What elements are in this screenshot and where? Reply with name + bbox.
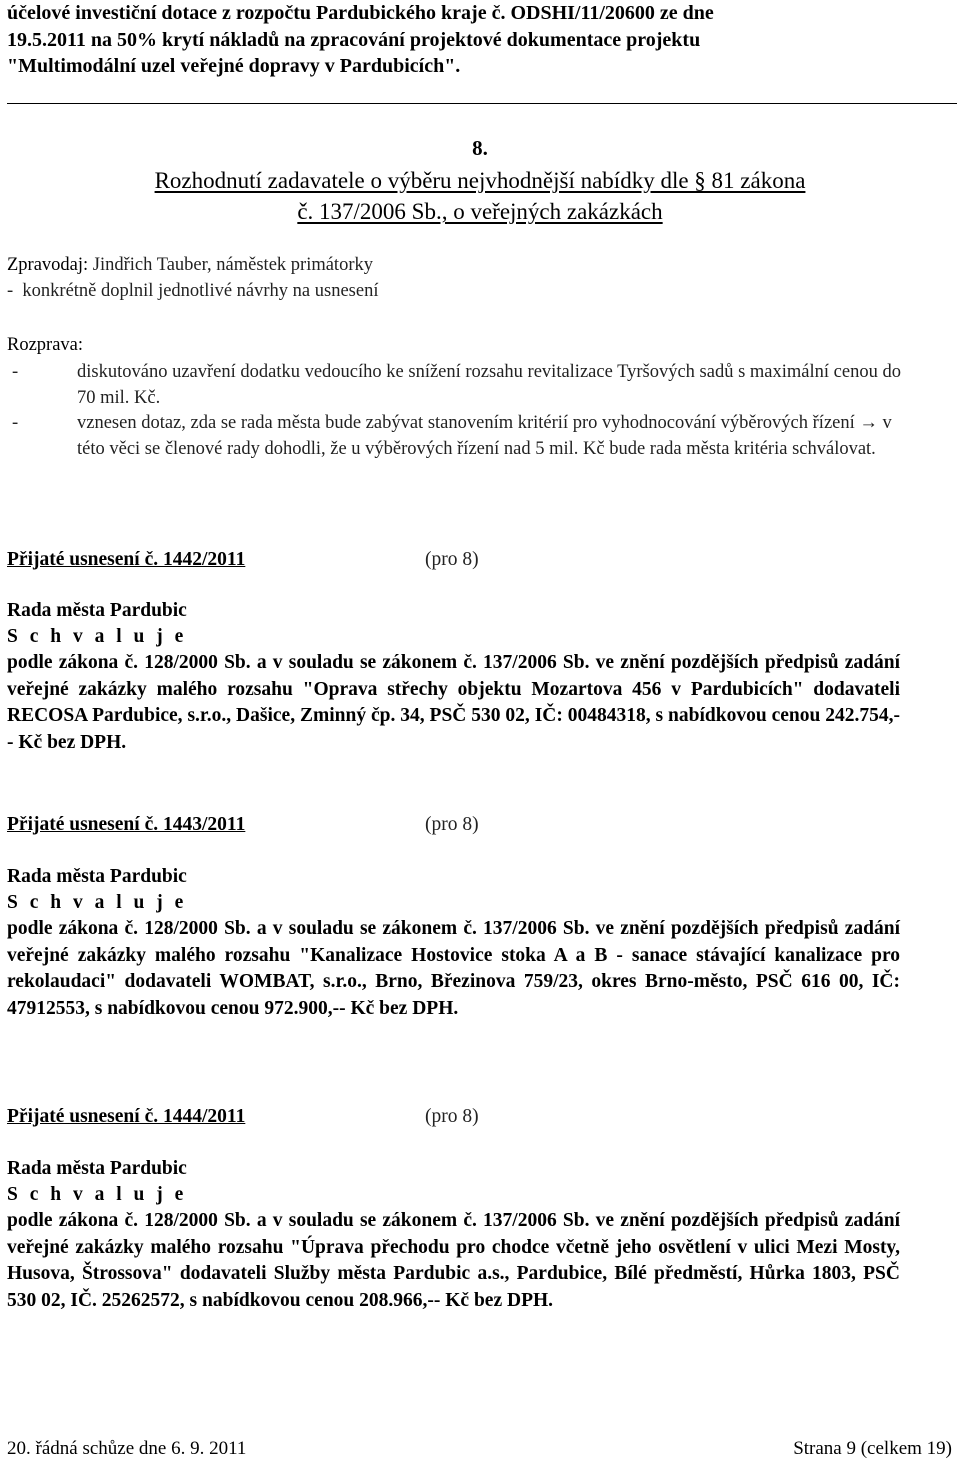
discussion-list: [7, 360, 907, 462]
resolution-verb: S c h v a l u j e: [7, 626, 187, 647]
item-title-line: Rozhodnutí zadavatele o výběru nejvhodnější nabídky dle § 81 zákona: [154, 168, 806, 193]
rapporteur-value: Jindřich Tauber, náměstek primátorky: [88, 255, 373, 275]
intro-line: "Multimodální uzel veřejné dopravy v Pardubicích".: [7, 55, 461, 77]
rapporteur-block: [7, 253, 907, 304]
resolution-verb: S c h v a l u j e: [7, 892, 187, 913]
bullet-dash: -: [12, 362, 19, 382]
resolution-heading: [7, 547, 479, 573]
council-name: Rada města Pardubic: [7, 1158, 187, 1179]
footer-page-number: Strana 9 (celkem 19): [793, 1438, 952, 1459]
resolution-heading: [7, 812, 479, 838]
resolution-text: podle zákona č. 128/2000 Sb. a v souladu se zákonem č. 137/2006 Sb. ve znění pozdějších předpisů zadání veřejné zakázky malého rozsahu "Kanalizace Hostovice stoka A a B - sanace stávající kanalizace pro rekolaudaci" dodavateli WOMBAT, s.r.o., Brno, Březinova 759/23, okres Brno-město, PSČ 616 00, IČ: 47912553, s nabídkovou cenou 972.900,-- Kč bez DPH.: [7, 918, 900, 1019]
rapporteur-dash: -: [7, 280, 14, 301]
rapporteur-note-line: [7, 279, 907, 305]
resolution-text: podle zákona č. 128/2000 Sb. a v souladu se zákonem č. 137/2006 Sb. ve znění pozdějších předpisů zadání veřejné zakázky malého rozsahu "Úprava přechodu pro chodce včetně jeho osvětlení v ulici Mezi Mosty, Husova, Štrossova" dodavateli Služby města Pardubic a.s., Pardubice, Bílé předměstí, Hůrka 1803, PSČ 530 02, IČ. 25262572, s nabídkovou cenou 208.966,-- Kč bez DPH.: [7, 1210, 900, 1311]
resolution-number: Přijaté usnesení č. 1444/2011: [7, 1106, 246, 1127]
council-name: Rada města Pardubic: [7, 600, 187, 621]
resolution-verb: S c h v a l u j e: [7, 1184, 187, 1205]
council-name: Rada města Pardubic: [7, 866, 187, 887]
rapporteur-line: [7, 253, 907, 279]
item-number: 8.: [472, 136, 488, 160]
discussion-point-text: vznesen dotaz, zda se rada města bude zabývat stanovením kritérií pro vyhodnocování výběrových řízení → v této věci se členové rady dohodli, že u výběrových řízení nad 5 mil. Kč bude rada města kritéria schválovat.: [77, 413, 892, 459]
discussion-point: [7, 411, 907, 462]
resolution-vote: (pro 8): [425, 1106, 479, 1127]
resolution-number: Přijaté usnesení č. 1443/2011: [7, 814, 246, 835]
resolution-vote: (pro 8): [425, 814, 479, 835]
item-title: [60, 165, 900, 227]
resolution-vote: (pro 8): [425, 549, 479, 570]
resolution-number: Přijaté usnesení č. 1442/2011: [7, 549, 246, 570]
discussion-point: [7, 360, 907, 411]
rapporteur-label: Zpravodaj:: [7, 255, 89, 275]
item-title-line: č. 137/2006 Sb., o veřejných zakázkách: [297, 199, 663, 224]
resolution-heading: [7, 1104, 479, 1130]
discussion-label: [7, 333, 907, 359]
intro-line: účelové investiční dotace z rozpočtu Pardubického kraje č. ODSHI/11/20600 ze dne: [7, 2, 714, 24]
resolution-text: podle zákona č. 128/2000 Sb. a v souladu se zákonem č. 137/2006 Sb. ve znění pozdějších předpisů zadání veřejné zakázky malého rozsahu "Oprava střechy objektu Mozartova 456 v Pardubicích" dodavateli RECOSA Pardubice, s.r.o., Dašice, Zminný čp. 34, PSČ 530 02, IČ: 00484318, s nabídkovou cenou 242.754,-- Kč bez DPH.: [7, 652, 900, 753]
intro-paragraph: [7, 0, 903, 80]
section-divider: [7, 103, 957, 104]
discussion-point-text: diskutováno uzavření dodatku vedoucího ke snížení rozsahu revitalizace Tyršových sadů s maximální cenou do 70 mil. Kč.: [77, 362, 901, 408]
bullet-dash: -: [12, 413, 19, 433]
footer-meeting: 20. řádná schůze dne 6. 9. 2011: [7, 1438, 247, 1459]
rapporteur-note: konkrétně doplnil jednotlivé návrhy na usnesení: [22, 280, 379, 301]
intro-line: 19.5.2011 na 50% krytí nákladů na zpracování projektové dokumentace projektu: [7, 28, 701, 51]
discussion-label-text: Rozprava:: [7, 335, 84, 355]
